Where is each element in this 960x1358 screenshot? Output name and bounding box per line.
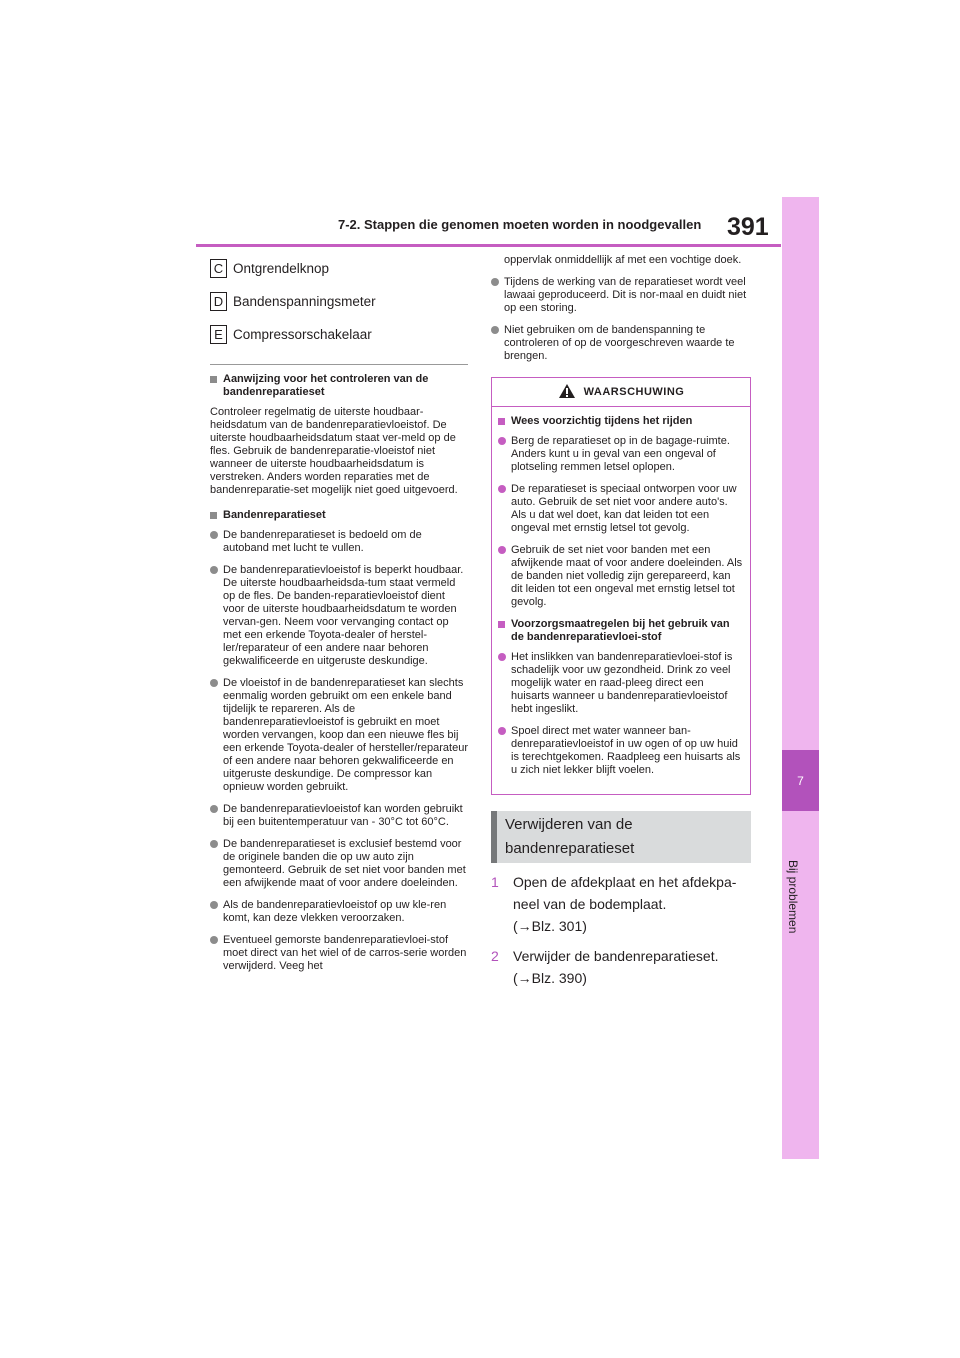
list-item-text: De bandenreparatieset is bedoeld om de autoband met lucht te vullen.	[223, 529, 422, 554]
page-reference: (→Blz. 390)	[513, 970, 587, 986]
warning-box	[491, 377, 751, 795]
bullet-dot-icon	[210, 840, 218, 848]
warning-heading	[498, 618, 744, 644]
list-item-text: De vloeistof in de bandenreparatieset kan slechts eenmalig worden gebruikt om een enkele band tijdelijk te repareren. Als de bandenreparatievloeistof is gebruikt en moet worden vervangen, koop dan een nieuwe fles bij een erkende Toyota-dealer of hersteller/reparateur of een andere naar behoren gekwalificeerde en uitgeruste deskundige. De compressor kan opnieuw worden gebruikt.	[223, 677, 469, 793]
list-item	[498, 544, 744, 609]
warning-title: WAARSCHUWING	[583, 386, 685, 398]
square-bullet-icon	[210, 376, 217, 383]
section-heading-band	[491, 811, 751, 863]
bullet-dot-icon	[210, 566, 218, 574]
list-item-text: Het inslikken van bandenreparatievloei-stof is schadelijk voor uw gezondheid. Drink zo veel mogelijk water en raad-pleeg direct een huisarts wanneer u bandenreparatievloeistof hebt ingeslikt.	[511, 651, 733, 715]
bullet-dot-icon	[210, 531, 218, 539]
label-item	[210, 324, 468, 344]
label-text: Compressorschakelaar	[233, 326, 372, 342]
chapter-label: Bij problemen	[786, 860, 800, 934]
step-instruction: Verwijder de bandenreparatieset.	[513, 948, 719, 964]
continued-text	[504, 254, 751, 267]
list-item	[491, 324, 751, 363]
warning-heading-text: Wees voorzichtig tijdens het rijden	[511, 415, 693, 427]
list-item-text: De bandenreparatievloeistof kan worden gebruikt bij een buitentemperatuur van - 30°C tot 60°C.	[223, 803, 463, 828]
bullet-dot-icon	[210, 936, 218, 944]
chapter-number: 7	[782, 750, 819, 811]
list-item-text: Spoel direct met water wanneer ban-denreparatievloeistof in uw ogen of op uw huid is terechtgekomen. Raadpleeg een huisarts als u zich niet lekker blijft voelen.	[511, 725, 741, 776]
step-number: 1	[491, 874, 499, 890]
right-column	[491, 254, 751, 989]
note-paragraph: Controleer regelmatig de uiterste houdbaar-heidsdatum van de bandenreparatievloeistof. De uiterste houdbaarheidsdatum staat ver-meld op de fles. Gebruik de bandenreparatie-vloeistof niet wanneer de uiterste houdbaarheidsdatum is verstreken. Anders worden reparaties met de bandenreparatie-set mogelijk niet goed uitgevoerd.	[210, 406, 458, 496]
list-item	[498, 725, 744, 777]
list-item	[210, 899, 468, 925]
warning-heading-text: Voorzorgsmaatregelen bij het gebruik van de bandenreparatievloei-stof	[511, 618, 730, 643]
list-item	[210, 564, 468, 668]
label-text: Bandenspanningsmeter	[233, 293, 376, 309]
label-letter: D	[210, 292, 227, 311]
section-title: Verwijderen van de bandenreparatieset	[505, 816, 635, 857]
page-reference: (→Blz. 301)	[513, 918, 587, 934]
list-item	[210, 529, 468, 555]
list-item	[491, 276, 751, 315]
square-bullet-icon	[210, 512, 217, 519]
list-item-text: De reparatieset is speciaal ontworpen voor uw auto. Gebruik de set niet voor andere auto's. Als u dat wel doet, kan dat leiden tot een ongeval met ernstig letsel tot gevolg.	[511, 483, 737, 534]
square-bullet-icon	[498, 418, 505, 425]
label-letter: E	[210, 325, 227, 344]
step-item	[491, 871, 751, 937]
bullet-dot-icon	[498, 546, 506, 554]
step-item	[491, 945, 751, 989]
chapter-side-tab	[782, 197, 819, 1159]
continued-text-body: oppervlak onmiddellijk af met een vochtige doek.	[504, 254, 742, 266]
label-item	[210, 258, 468, 278]
list-item-text: Tijdens de werking van de reparatieset wordt veel lawaai geproduceerd. Dit is nor-maal en duidt niet op een storing.	[504, 276, 747, 314]
label-letter: C	[210, 259, 227, 278]
list-item	[210, 838, 468, 890]
list-item-text: Gebruik de set niet voor banden met een afwijkende maat of voor andere doeleinden. Als de banden niet volledig zijn gerepareerd, kan dit leiden tot een ongeval met ernstig letsel tot gevolg.	[511, 544, 743, 608]
kit-heading	[210, 509, 468, 522]
kit-heading-text: Bandenreparatieset	[223, 509, 326, 521]
list-item-text: Als de bandenreparatievloeistof op uw kle-ren komt, kan deze vlekken veroorzaken.	[223, 899, 447, 924]
bullet-dot-icon	[491, 278, 499, 286]
list-item	[210, 934, 468, 973]
step-number: 2	[491, 948, 499, 964]
list-item-text: Eventueel gemorste bandenreparatievloei-stof moet direct van het wiel of de carros-serie worden verwijderd. Veeg het	[223, 934, 467, 972]
list-item	[498, 651, 744, 716]
label-text: Ontgrendelknop	[233, 260, 330, 276]
warning-header	[492, 378, 750, 407]
step-instruction: Open de afdekplaat en het afdekpa-neel van de bodemplaat.	[513, 874, 737, 912]
note-heading	[210, 373, 468, 399]
bullet-dot-icon	[498, 653, 506, 661]
page-number: 391	[727, 213, 769, 241]
list-item	[498, 435, 744, 474]
left-column	[210, 258, 468, 982]
bullet-dot-icon	[210, 805, 218, 813]
warning-triangle-icon	[558, 383, 576, 402]
bullet-dot-icon	[498, 437, 506, 445]
step-text	[513, 945, 751, 989]
list-item-text: Berg de reparatieset op in de bagage-ruimte. Anders kunt u in geval van een ongeval of plotseling remmen letsel oplopen.	[511, 435, 730, 473]
separator	[210, 364, 468, 365]
bullet-dot-icon	[210, 679, 218, 687]
square-bullet-icon	[498, 621, 505, 628]
list-item-text: De bandenreparatievloeistof is beperkt houdbaar. De uiterste houdbaarheidsda-tum staat vermeld op de fles. De banden-reparatievloeistof dient voor de uiterste houdbaarheidsdatum te worden vervan-gen. Neem voor vervanging contact op met een erkende Toyota-dealer of herstel-ler/reparateur of een andere naar behoren gekwalificeerde en uitgeruste deskundige.	[223, 564, 464, 667]
warning-heading	[498, 415, 744, 428]
header-rule	[196, 244, 781, 247]
bullet-dot-icon	[498, 727, 506, 735]
list-item	[210, 803, 468, 829]
list-item	[498, 483, 744, 535]
step-text	[513, 871, 751, 937]
header-title: 7-2. Stappen die genomen moeten worden in noodgevallen	[338, 217, 702, 232]
bullet-dot-icon	[491, 326, 499, 334]
list-item-text: Niet gebruiken om de bandenspanning te controleren of op de voorgeschreven waarde te brengen.	[504, 324, 735, 362]
bullet-dot-icon	[210, 901, 218, 909]
note-heading-text: Aanwijzing voor het controleren van de bandenreparatieset	[223, 373, 429, 398]
list-item-text: De bandenreparatieset is exclusief bestemd voor de originele banden die op uw auto zijn gemonteerd. Gebruik de set niet voor banden met een afwijkende maat of voor andere doeleinden.	[223, 838, 466, 889]
label-item	[210, 291, 468, 311]
list-item	[210, 677, 468, 794]
bullet-dot-icon	[498, 485, 506, 493]
